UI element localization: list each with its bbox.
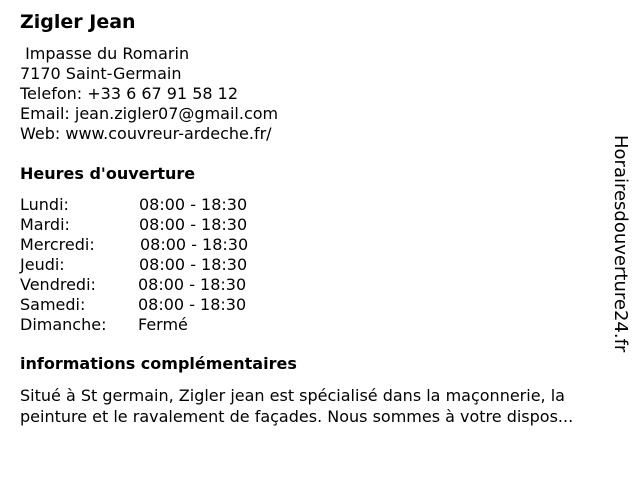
- hours-row-sunday: [20, 315, 280, 335]
- day-label: Mardi:: [20, 215, 70, 234]
- site-watermark: Horairesdouverture24.fr: [610, 135, 631, 353]
- info-text-line: Situé à St germain, Zigler jean est spécialisé dans la maçonnerie, la: [20, 386, 565, 405]
- website-address: Web: www.couvreur-ardeche.fr/: [20, 124, 272, 143]
- hours-row-tuesday: [20, 215, 280, 235]
- day-hours: 08:00 - 18:30: [138, 295, 247, 314]
- day-label: Lundi:: [20, 195, 69, 214]
- day-hours: 08:00 - 18:30: [138, 275, 247, 294]
- business-name: Zigler Jean: [20, 11, 136, 33]
- phone-number: Telefon: +33 6 67 91 58 12: [20, 84, 239, 103]
- day-label: Vendredi:: [20, 275, 96, 294]
- hours-row-monday: [20, 195, 280, 215]
- additional-info-heading: informations complémentaires: [20, 354, 297, 373]
- opening-hours-heading: Heures d'ouverture: [20, 164, 196, 183]
- day-label: Samedi:: [20, 295, 86, 314]
- hours-row-saturday: [20, 295, 280, 315]
- hours-row-thursday: [20, 255, 280, 275]
- day-label: Dimanche:: [20, 315, 107, 334]
- hours-row-wednesday: [20, 235, 280, 255]
- day-hours: 08:00 - 18:30: [139, 255, 248, 274]
- contact-block: [20, 44, 278, 144]
- email-address: Email: jean.zigler07@gmail.com: [20, 104, 279, 123]
- day-hours: 08:00 - 18:30: [139, 215, 248, 234]
- additional-info-text: [20, 385, 625, 427]
- city-postcode: 7170 Saint-Germain: [20, 64, 182, 83]
- info-text-line: peinture et le ravalement de façades. Nous sommes à votre dispos...: [20, 407, 574, 426]
- day-label: Jeudi:: [20, 255, 65, 274]
- day-hours: Fermé: [138, 315, 188, 334]
- street-address: Impasse du Romarin: [20, 44, 190, 63]
- day-hours: 08:00 - 18:30: [140, 235, 249, 254]
- day-hours: 08:00 - 18:30: [139, 195, 248, 214]
- hours-row-friday: [20, 275, 280, 295]
- day-label: Mercredi:: [20, 235, 95, 254]
- opening-hours-table: [20, 195, 280, 335]
